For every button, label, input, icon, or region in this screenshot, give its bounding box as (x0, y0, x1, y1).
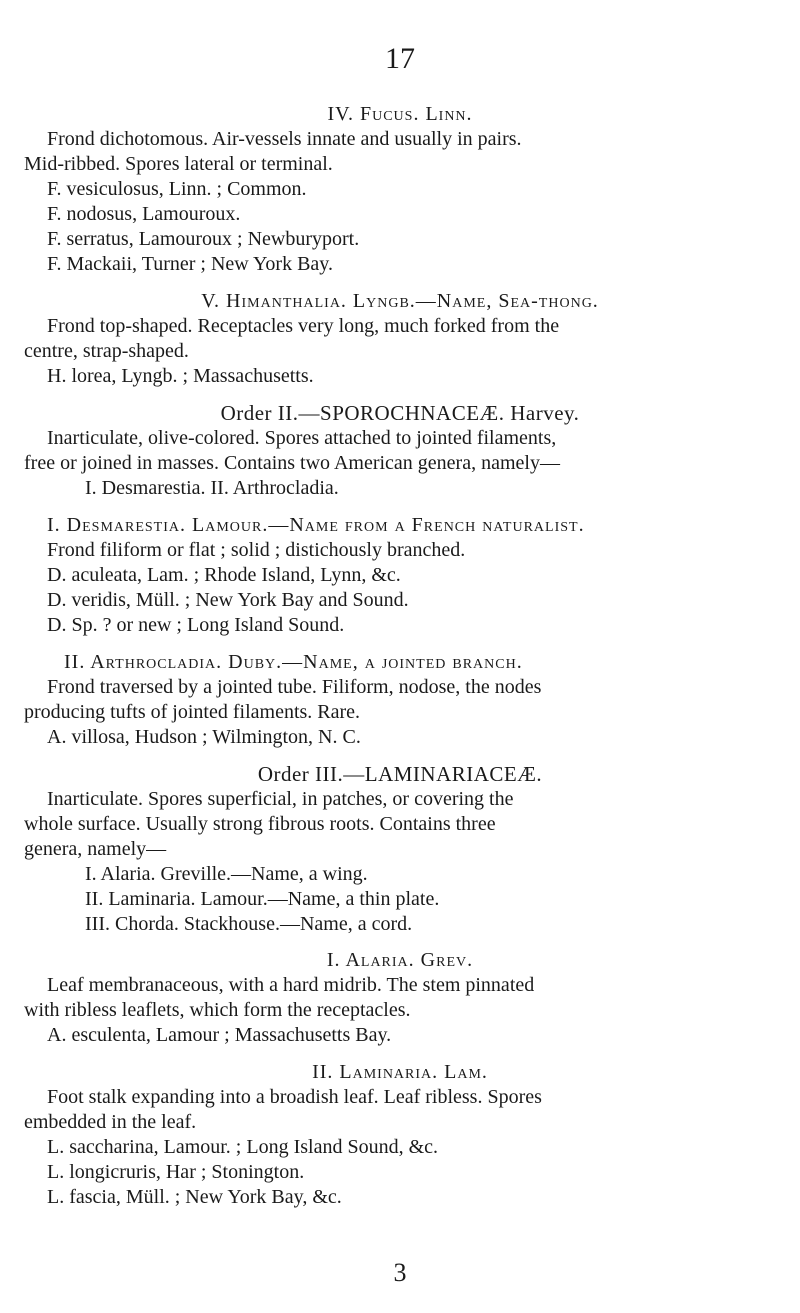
page-number: 17 (385, 42, 415, 75)
text-line: Inarticulate. Spores superficial, in patches, or covering the (47, 788, 514, 810)
text-line: Foot stalk expanding into a broadish leaf. Leaf ribless. Spores (47, 1086, 542, 1108)
text-line: centre, strap-shaped. (24, 340, 189, 362)
text-line: Order III.—LAMINARIACEÆ. (257, 762, 543, 786)
text-line: D. veridis, Müll. ; New York Bay and Sound. (47, 589, 409, 611)
text-line: Frond dichotomous. Air-vessels innate and usually in pairs. (47, 128, 522, 150)
text-line: Leaf membranaceous, with a hard midrib. The stem pinnated (47, 974, 535, 996)
text-line: L. longicruris, Har ; Stonington. (47, 1161, 305, 1183)
text-line: with ribless leaflets, which form the receptacles. (24, 999, 411, 1021)
text-line: Frond top-shaped. Receptacles very long, much forked from the (47, 315, 560, 337)
text-line: F. serratus, Lamouroux ; Newburyport. (47, 228, 360, 250)
text-line: A. villosa, Hudson ; Wilmington, N. C. (47, 726, 361, 748)
text-line: F. nodosus, Lamouroux. (47, 203, 241, 225)
text-line: L. saccharina, Lamour. ; Long Island Sound, &c. (47, 1136, 439, 1158)
text-line: V. Himanthalia. Lyngb.—Name, Sea-thong. (201, 290, 599, 312)
text-line: I. Desmarestia. Lamour.—Name from a French naturalist. (47, 514, 585, 536)
text-line: L. fascia, Müll. ; New York Bay, &c. (47, 1186, 342, 1208)
text-line: embedded in the leaf. (24, 1111, 197, 1133)
text-line: III. Chorda. Stackhouse.—Name, a cord. (85, 913, 413, 935)
text-line: D. Sp. ? or new ; Long Island Sound. (47, 614, 345, 636)
text-line: Frond traversed by a jointed tube. Filiform, nodose, the nodes (47, 676, 542, 698)
text-line: D. aculeata, Lam. ; Rhode Island, Lynn, &c. (47, 564, 401, 586)
text-line: II. Arthrocladia. Duby.—Name, a jointed branch. (64, 651, 523, 673)
signature-mark: 3 (393, 1258, 407, 1287)
text-line: IV. Fucus. Linn. (327, 103, 473, 125)
text-line: H. lorea, Lyngb. ; Massachusetts. (47, 365, 314, 387)
text-line: Order II.—SPOROCHNACEÆ. Harvey. (220, 401, 580, 425)
text-line: I. Alaria. Greville.—Name, a wing. (85, 863, 368, 885)
text-line: Frond filiform or flat ; solid ; distichously branched. (47, 539, 466, 561)
text-line: producing tufts of jointed filaments. Rare. (24, 701, 361, 723)
text-line: F. vesiculosus, Linn. ; Common. (47, 178, 307, 200)
text-line: free or joined in masses. Contains two American genera, namely— (24, 452, 560, 474)
text-line: I. Desmarestia. II. Arthrocladia. (85, 477, 339, 499)
text-line: II. Laminaria. Lamour.—Name, a thin plate. (85, 888, 440, 910)
text-line: A. esculenta, Lamour ; Massachusetts Bay. (47, 1024, 392, 1046)
text-line: II. Laminaria. Lam. (312, 1061, 488, 1083)
text-line: genera, namely— (24, 838, 167, 860)
text-line: I. Alaria. Grev. (326, 949, 474, 971)
text-line: whole surface. Usually strong fibrous roots. Contains three (24, 813, 496, 835)
text-line: F. Mackaii, Turner ; New York Bay. (47, 253, 333, 275)
text-line: Mid-ribbed. Spores lateral or terminal. (24, 153, 333, 175)
text-line: Inarticulate, olive-colored. Spores attached to jointed filaments, (47, 427, 557, 449)
